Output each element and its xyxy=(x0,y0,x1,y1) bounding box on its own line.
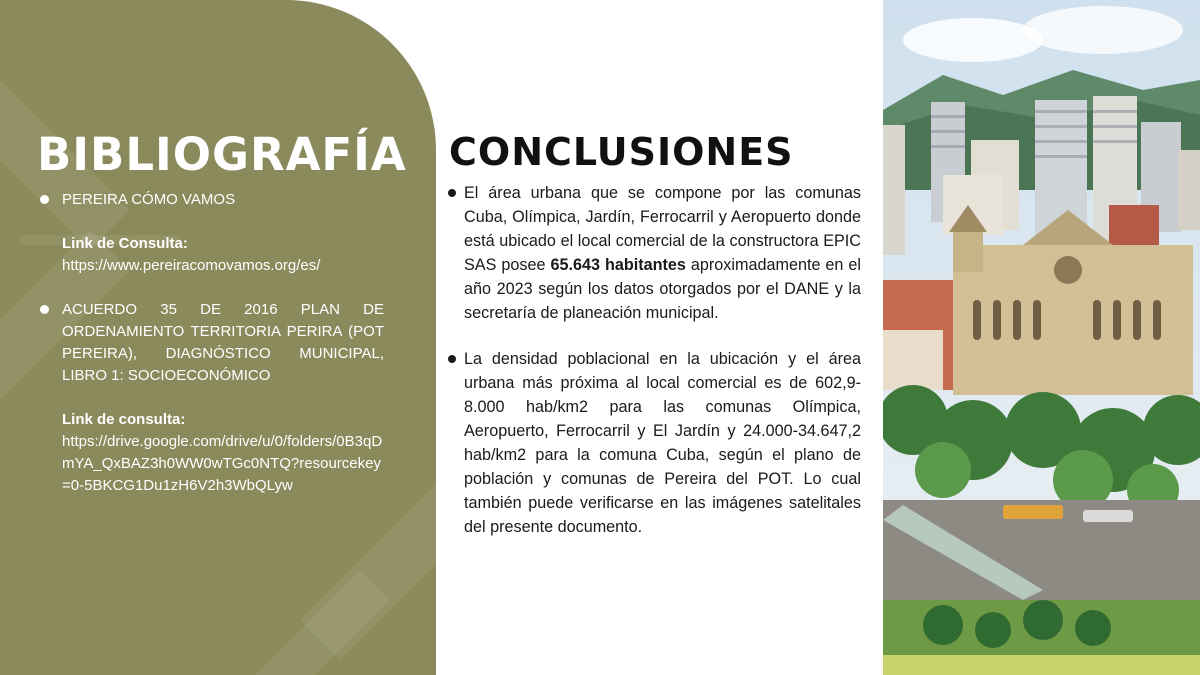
link-label: Link de Consulta: xyxy=(62,235,188,252)
city-photo xyxy=(883,0,1200,675)
conclusion-text: La densidad poblacional en la ubicación y el área urbana más próxima al local comercial es de 602,9-8.000 hab/km2 para las comunas Olímpica, Aeropuerto, Ferrocarril y El Jardín y 24.000-34.647,2 hab/km2 para la comuna Cuba, según el plano de población y comunas de Pereira del POT. Lo cual también puede verificarse en las imágenes satelitales del presente documento. xyxy=(464,350,861,536)
conclusions-list xyxy=(448,181,861,561)
conclusions-title: CONCLUSIONES xyxy=(449,130,794,174)
bibliography-title: BIBLIOGRAFÍA xyxy=(37,128,407,181)
bibliography-source: ACUERDO 35 DE 2016 PLAN DE ORDENAMIENTO TERRITORIA PERIRA (POT PEREIRA), DIAGNÓSTICO MUNICIPAL, LIBRO 1: SOCIOECONÓMICO xyxy=(62,301,384,384)
bibliography-entry xyxy=(38,299,384,497)
conclusion-text-end: aproximadamente en el año 2023 según los datos otorgados por el DANE y la secretaría de planeación municipal. xyxy=(464,256,862,322)
link-label: Link de consulta: xyxy=(62,411,186,428)
bullet-icon xyxy=(40,195,49,204)
bibliography-list xyxy=(38,189,384,519)
conclusion-item xyxy=(448,347,861,539)
bullet-icon xyxy=(40,305,49,314)
conclusion-text: El área urbana que se compone por las comunas Cuba, Olímpica, Jardín, Ferrocarril y Aeropuerto donde está ubicado el local comercial de la constructora EPIC SAS posee xyxy=(464,184,861,274)
bibliography-entry xyxy=(38,189,384,277)
bibliography-panel xyxy=(0,0,436,675)
bibliography-link[interactable]: https://drive.google.com/drive/u/0/folders/0B3qDmYA_QxBAZ3h0WW0wTGc0NTQ?resourcekey=0-5BKCG1Du1zH6V2h3WbQLyw xyxy=(62,433,383,494)
bullet-icon xyxy=(448,189,456,197)
bibliography-link[interactable]: https://www.pereiracomovamos.org/es/ xyxy=(62,257,321,274)
bibliography-source: PEREIRA CÓMO VAMOS xyxy=(62,191,236,208)
conclusion-item xyxy=(448,181,861,325)
city-photo-icon xyxy=(883,0,1200,675)
population-highlight: 65.643 habitantes xyxy=(550,256,686,274)
bullet-icon xyxy=(448,355,456,363)
